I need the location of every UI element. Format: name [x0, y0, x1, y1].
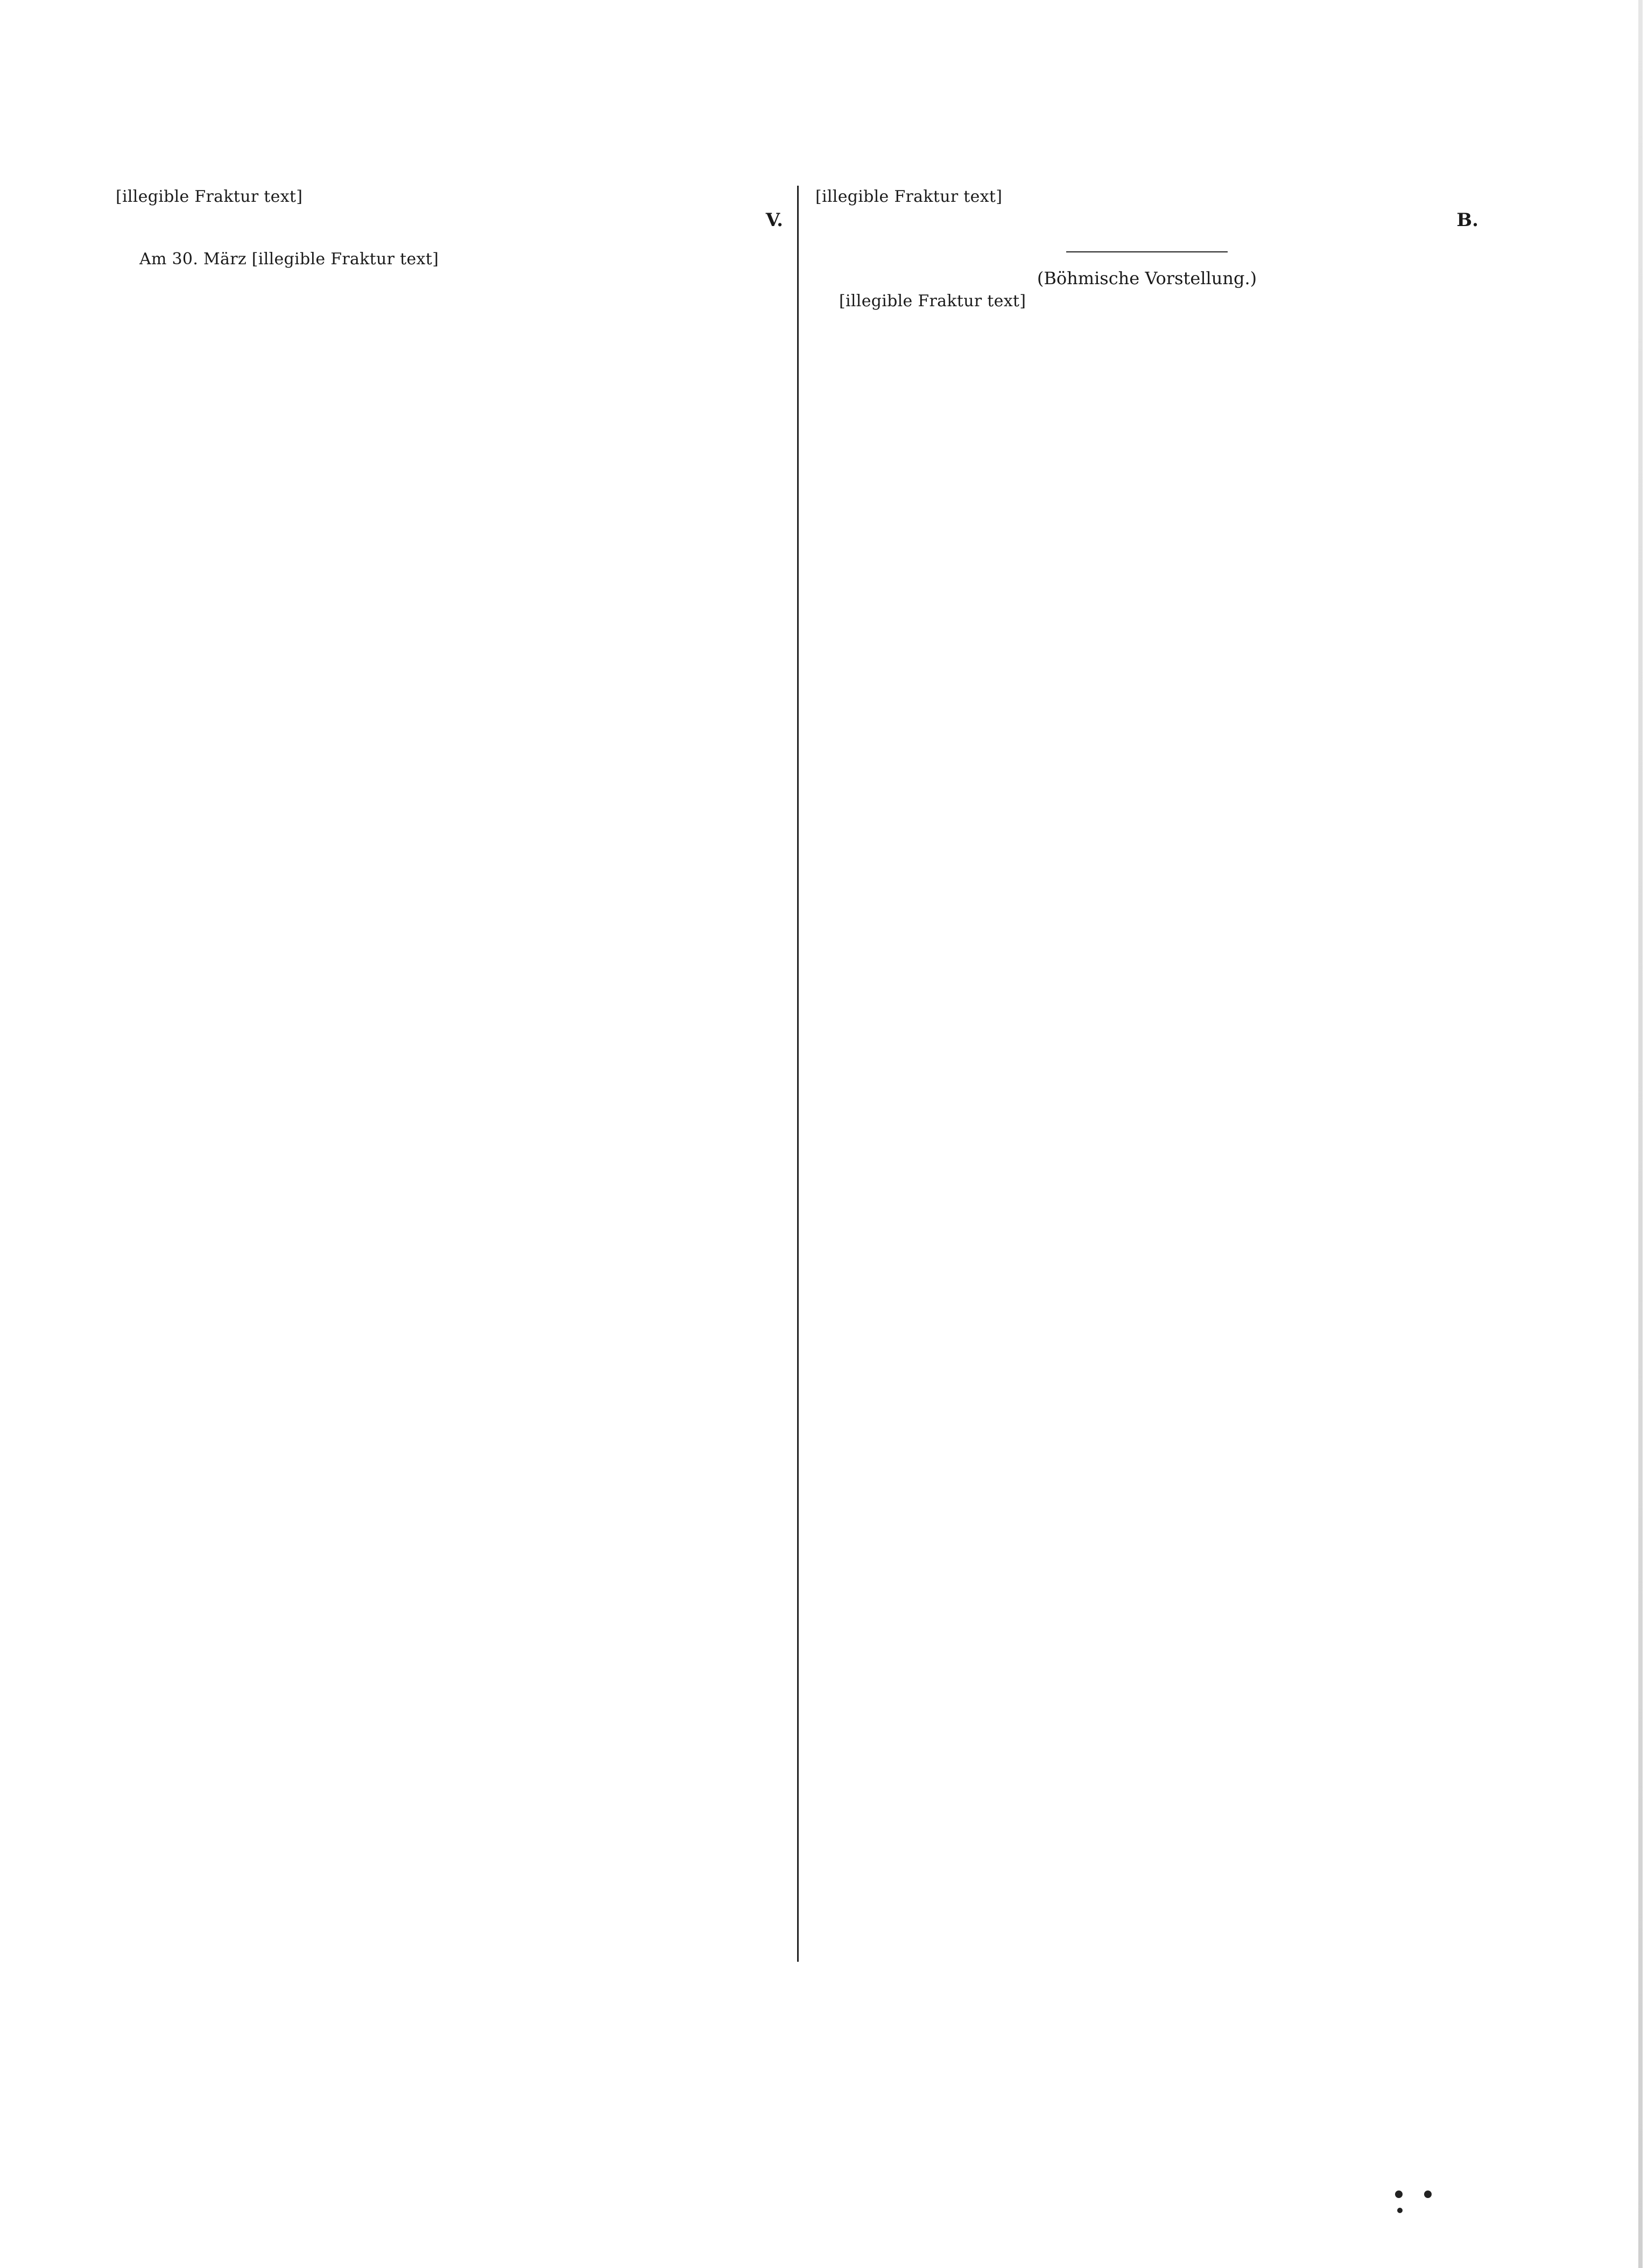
print-dot-mark: [1397, 2208, 1403, 2213]
right-paragraph-2: [illegible Fraktur text]: [839, 292, 1026, 311]
right-paragraph-1: [illegible Fraktur text]: [815, 187, 1003, 206]
paragraph-gap: [116, 232, 783, 248]
right-column: [815, 186, 1478, 1967]
print-dot-mark: [1424, 2190, 1432, 2198]
signature-v: V.: [765, 209, 783, 231]
print-dot-mark: [1395, 2190, 1403, 2198]
page-edge-shadow: [1638, 0, 1643, 2268]
left-column: [116, 186, 783, 1967]
signature-b: B.: [1456, 209, 1478, 231]
left-paragraph-2: [116, 248, 783, 271]
section-heading: (Böhmische Vorstellung.): [1037, 268, 1257, 288]
left-paragraph-1: [illegible Fraktur text]: [116, 187, 303, 206]
left-paragraph-2-start: Am 30. März: [139, 250, 247, 269]
column-divider: [797, 186, 799, 1962]
left-paragraph-2-rest: [illegible Fraktur text]: [251, 250, 439, 269]
section-separator-rule: [1066, 251, 1228, 252]
